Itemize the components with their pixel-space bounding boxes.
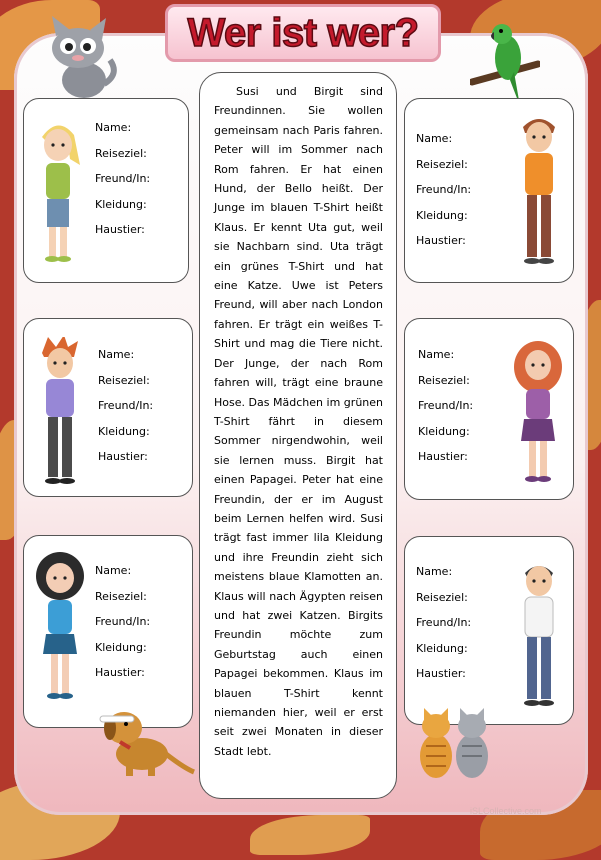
card-fields — [95, 558, 150, 686]
card-fields — [98, 342, 153, 470]
girl-blackhair-figure — [32, 550, 88, 710]
freund-label: Freund/In: — [98, 399, 154, 412]
character-card-2 — [404, 98, 574, 283]
card-fields — [416, 559, 471, 687]
parrot-illustration — [470, 20, 540, 110]
name-label: Name: — [418, 348, 455, 361]
reiseziel-label: Reiseziel: — [95, 589, 147, 603]
character-card-3 — [23, 318, 193, 497]
name-label: Name: — [416, 565, 453, 578]
cat-illustration — [40, 14, 118, 102]
page-title: Wer ist wer? — [187, 11, 419, 55]
dog-illustration — [96, 698, 196, 780]
freund-label: Freund/In: — [418, 399, 474, 412]
reiseziel-label: Reiseziel: — [416, 590, 468, 604]
two-cats-illustration — [414, 706, 496, 782]
character-card-4 — [404, 318, 574, 500]
haustier-label: Haustier: — [416, 667, 466, 680]
kleidung-label: Kleidung: — [416, 641, 468, 655]
boy-purple-figure — [34, 337, 84, 493]
name-label: Name: — [95, 121, 132, 134]
name-label: Name: — [416, 132, 453, 145]
haustier-label: Haustier: — [95, 223, 145, 236]
name-label: Name: — [95, 564, 132, 577]
freund-label: Freund/In: — [95, 172, 151, 185]
boy-orange-figure — [513, 113, 563, 273]
girl-redhair-figure — [509, 337, 567, 493]
card-fields — [95, 115, 150, 243]
reiseziel-label: Reiseziel: — [95, 146, 147, 160]
freund-label: Freund/In: — [416, 183, 472, 196]
girl-blonde-figure — [30, 119, 86, 269]
haustier-label: Haustier: — [98, 450, 148, 463]
kleidung-label: Kleidung: — [416, 208, 468, 222]
freund-label: Freund/In: — [95, 615, 151, 628]
reiseziel-label: Reiseziel: — [418, 373, 470, 387]
kleidung-label: Kleidung: — [95, 640, 147, 654]
kleidung-label: Kleidung: — [418, 424, 470, 438]
haustier-label: Haustier: — [416, 234, 466, 247]
haustier-label: Haustier: — [418, 450, 468, 463]
character-card-6 — [404, 536, 574, 725]
freund-label: Freund/In: — [416, 616, 472, 629]
reiseziel-label: Reiseziel: — [98, 373, 150, 387]
haustier-label: Haustier: — [95, 666, 145, 679]
boy-white-figure — [513, 557, 563, 717]
name-label: Name: — [98, 348, 135, 361]
reiseziel-label: Reiseziel: — [416, 157, 468, 171]
title-banner — [165, 4, 441, 62]
story-text: Susi und Birgit sind Freundinnen. Sie wollen gemeinsam nach Paris fahren. Peter will im Sommer nach Rom fahren. Er hat einen Hund, der Bello heißt. Der Junge im blauen T-Shirt heißt Klaus. Er kennt Uta gut, weil sie Nachbarn sind. Uta trägt ein grünes T-Shirt und hat eine Katze. Uwe ist Peters Freund, will aber nach London fahren. Er trägt ein weißes T-Shirt und mag die Tiere nicht. Der Junge, der nach Rom fahren will, trägt eine braune Hose. Das Mädchen im grünen T-Shirt fährt in diesem Sommer nirgendwohin, weil sie lernen muss. Birgit hat einen Papagei. Peter hat eine Freundin, der er im August beim Lernen helfen wird. Susi trägt fast immer lila Kleidung und ihre Freundin zieht sich meistens blaue Klamotten an. Klaus will nach Ägypten reisen und hat zwei Katzen. Birgits Freundin möchte zum Geburtstag auch einen Papagei bekommen. Klaus im blauen T-Shirt kennt niemanden hier, weil er erst seit zwei Monaten in dieser Stadt lebt. — [199, 72, 397, 799]
character-card-1 — [23, 98, 189, 283]
card-fields — [416, 126, 471, 254]
kleidung-label: Kleidung: — [98, 424, 150, 438]
watermark: iSLCollective.com — [470, 806, 542, 816]
card-fields — [418, 342, 473, 470]
kleidung-label: Kleidung: — [95, 197, 147, 211]
